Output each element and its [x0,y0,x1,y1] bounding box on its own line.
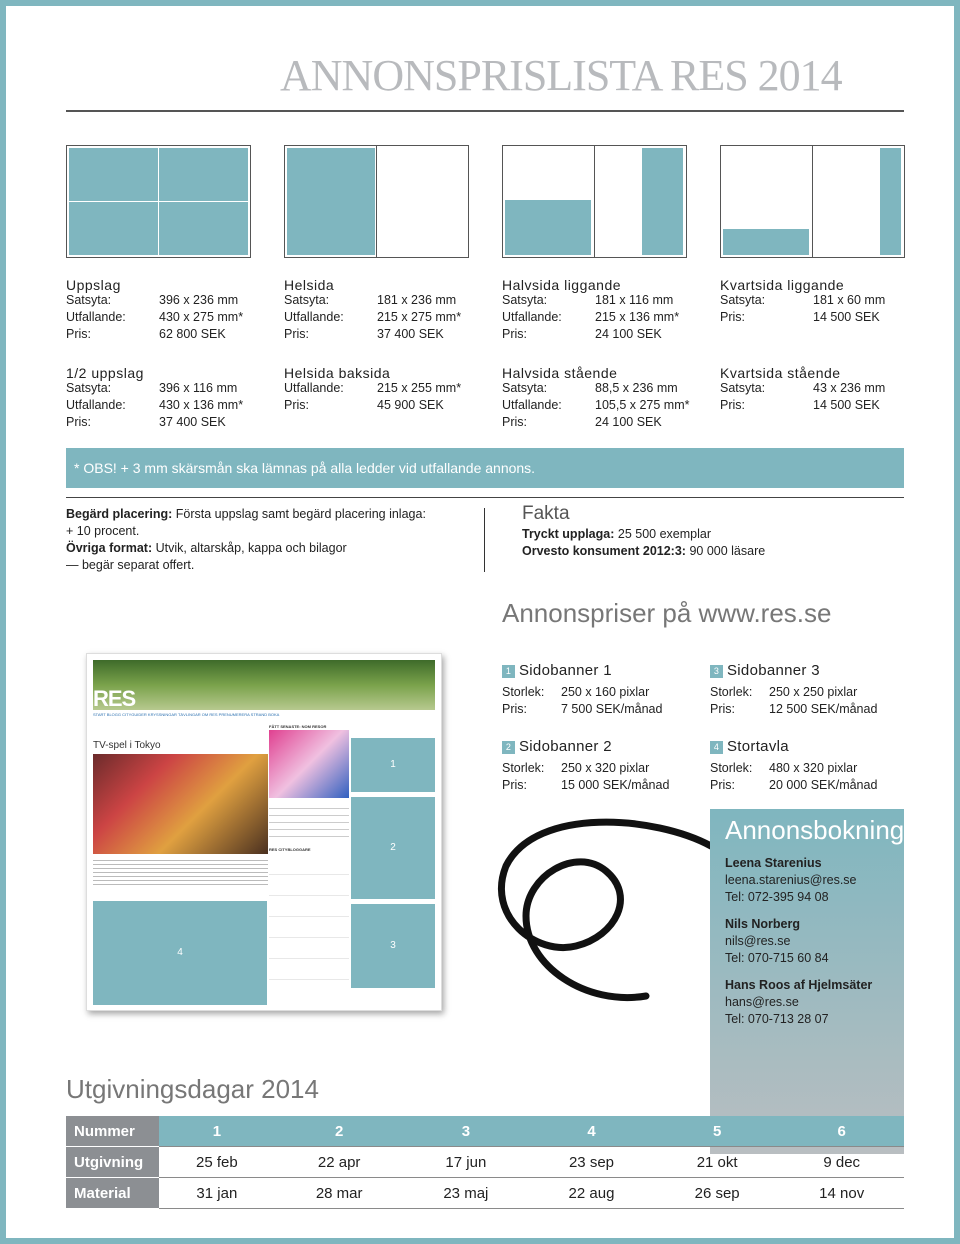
banner-row: Storlek: 250 x 160 pixlar [502,685,650,699]
city-list [269,854,349,994]
slot-4: 4 [93,901,267,1005]
format-row: Satsyta: 396 x 116 mm [66,381,238,395]
format-block [66,277,243,344]
format-name: 1/2 uppslag [66,365,144,381]
contact-3: Hans Roos af Hjelmsäter hans@res.se Tel: 070-713 28 07 [725,978,873,1026]
page-title: ANNONSPRISLISTA RES 2014 [280,51,842,100]
format-name: Halvsida liggande [502,277,622,293]
schedule-table [66,1116,904,1209]
format-row: Satsyta: 181 x 60 mm [720,293,886,307]
format-name: Kvartsida stående [720,365,841,381]
banner-row: Pris: 12 500 SEK/månad [710,702,878,716]
schedule-cell: 3 [404,1116,529,1147]
city-label: RES CITYBLOGGARE [269,847,311,852]
schedule-cell: 6 [779,1116,904,1147]
bleed-note: * OBS! + 3 mm skärsmån ska lämnas på alla ledder vid utfallande annons. [66,448,904,488]
banner-row: Storlek: 480 x 320 pixlar [710,761,858,775]
article-text [93,857,268,885]
schedule-cell: 26 sep [655,1178,780,1209]
format-row: Pris: 62 800 SEK [66,327,226,341]
booking-panel [710,809,904,1154]
price-list-page [6,6,954,1238]
schedule-cell: 28 mar [275,1178,404,1209]
contact-2-email[interactable]: nils@res.se [725,934,791,948]
slot-2: 2 [351,797,435,899]
format-row: Utfallande: 215 x 275 mm* [284,310,462,324]
format-block [284,365,461,415]
schedule-cell: 22 aug [528,1178,655,1209]
header-photo [93,660,435,710]
schedule-cell: 2 [275,1116,404,1147]
format-row: Pris: 14 500 SEK [720,398,880,412]
schedule-cell: 9 dec [779,1147,904,1178]
format-row: Utfallande: 105,5 x 275 mm* [502,398,690,412]
format-row: Pris: 37 400 SEK [284,327,444,341]
schedule-cell: 17 jun [404,1147,529,1178]
site-nav[interactable]: START BLOGG CITYGUIDER KRYSSNINGAR TÄVLINGAR OM RES PRENUMERERA STRAND BOKA [93,712,280,717]
swirl-decoration [466,806,716,1026]
format-row: Utfallande: 430 x 136 mm* [66,398,244,412]
format-row: Pris: 24 100 SEK [502,415,662,429]
schedule-row [66,1178,904,1209]
banner-number-badge: 1 [502,665,515,678]
format-row: Pris: 45 900 SEK [284,398,444,412]
schedule-cell: 25 feb [159,1147,275,1178]
format-row: Satsyta: 181 x 236 mm [284,293,457,307]
format-block [502,277,679,344]
banner-name: Sidobanner 1 [519,662,612,679]
contact-1-email[interactable]: leena.starenius@res.se [725,873,857,887]
title-rule [66,110,904,112]
schedule-row [66,1147,904,1178]
format-name: Helsida [284,277,335,293]
banner-block [502,738,669,795]
schedule-row-label: Material [66,1178,159,1209]
side-label: FÅTT SENASTE: NOM RESOR [269,724,327,729]
banner-row: Storlek: 250 x 320 pixlar [502,761,650,775]
fakta-divider [484,508,485,572]
contact-2: Nils Norberg nils@res.se Tel: 070-715 60 84 [725,917,829,965]
format-row: Pris: 14 500 SEK [720,310,880,324]
format-name: Helsida baksida [284,365,391,381]
format-block [502,365,690,432]
format-row: Utfallande: 215 x 136 mm* [502,310,680,324]
banner-row: Storlek: 250 x 250 pixlar [710,685,858,699]
slot-3: 3 [351,904,435,988]
format-row: Pris: 37 400 SEK [66,415,226,429]
format-row: Satsyta: 88,5 x 236 mm [502,381,678,395]
site-logo: RES [93,686,136,711]
schedule-row-label: Utgivning [66,1147,159,1178]
banner-name: Sidobanner 3 [727,662,820,679]
banner-number-badge: 3 [710,665,723,678]
schedule-cell: 22 apr [275,1147,404,1178]
schedule-cell: 1 [159,1116,275,1147]
format-name: Uppslag [66,277,121,293]
schedule-cell: 21 okt [655,1147,780,1178]
slot-1: 1 [351,738,435,792]
format-block [284,277,461,344]
banner-row: Pris: 15 000 SEK/månad [502,778,670,792]
banner-name: Stortavla [727,738,789,755]
schedule-cell: 14 nov [779,1178,904,1209]
format-row: Satsyta: 396 x 236 mm [66,293,239,307]
schedule-cell: 4 [528,1116,655,1147]
format-block [720,365,885,415]
fakta-heading: Fakta [522,503,570,524]
banner-name: Sidobanner 2 [519,738,612,755]
banner-block [502,662,662,719]
format-row: Satsyta: 43 x 236 mm [720,381,886,395]
schedule-row [66,1116,904,1147]
format-row: Satsyta: 181 x 116 mm [502,293,674,307]
format-block [66,365,243,432]
format-row: Utfallande: 430 x 275 mm* [66,310,244,324]
side-photo [269,730,349,798]
thumb-helsida [284,145,469,258]
note-rule [66,497,904,498]
banner-block [710,738,877,795]
format-name: Kvartsida liggande [720,277,845,293]
contact-1: Leena Starenius leena.starenius@res.se Tel: 072-395 94 08 [725,856,857,904]
contact-3-email[interactable]: hans@res.se [725,995,799,1009]
article-photo [93,754,268,854]
banner-row: Pris: 20 000 SEK/månad [710,778,878,792]
thumb-halvsida [502,145,687,258]
side-form [269,802,349,842]
banner-number-badge: 2 [502,741,515,754]
thumb-uppslag [66,145,251,258]
schedule-cell: 31 jan [159,1178,275,1209]
format-name: Halvsida stående [502,365,618,381]
format-row: Pris: 24 100 SEK [502,327,662,341]
banner-block [710,662,877,719]
banner-number-badge: 4 [710,741,723,754]
format-row: Utfallande: 215 x 255 mm* [284,381,462,395]
fakta-info: Tryckt upplaga: 25 500 exemplar Orvesto konsument 2012:3: 90 000 läsare [522,527,766,558]
schedule-cell: 23 maj [404,1178,529,1209]
site-headline: TV-spel i Tokyo [93,740,161,751]
thumb-kvartsida [720,145,905,258]
placement-info: Begärd placering: Första uppslag samt begärd placering inlaga: + 10 procent. Övriga format: Utvik, altarskåp, kappa och bilagor — begär separat offert. [66,507,426,572]
schedule-heading: Utgivningsdagar 2014 [66,1074,319,1104]
booking-heading: Annonsbokning [725,815,905,845]
website-screenshot [86,653,442,1011]
banner-row: Pris: 7 500 SEK/månad [502,702,663,716]
web-prices-heading: Annonspriser på www.res.se [502,598,832,628]
schedule-row-label: Nummer [66,1116,159,1147]
schedule-cell: 23 sep [528,1147,655,1178]
format-block [720,277,885,327]
schedule-cell: 5 [655,1116,780,1147]
